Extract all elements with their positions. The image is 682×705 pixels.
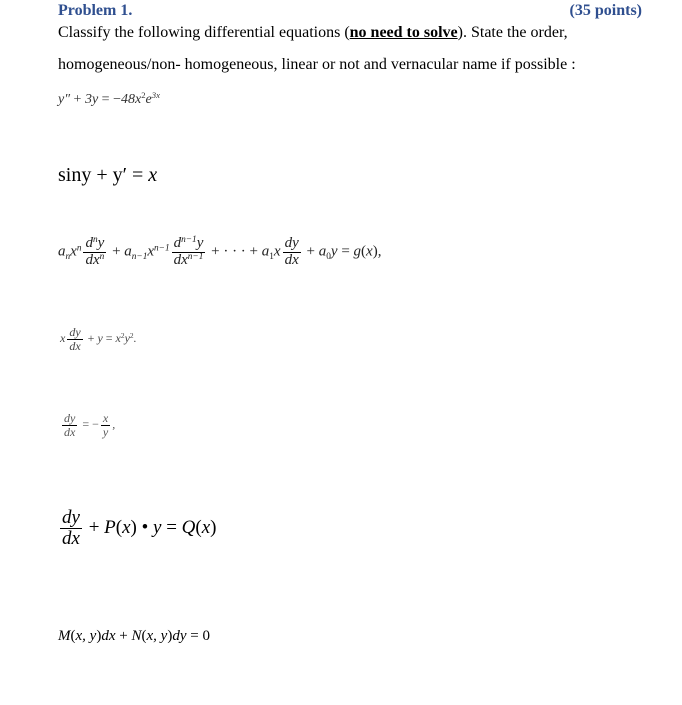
problem-title: Problem 1. [58,2,133,19]
equation-1: $y'' + 3y = -48x^2e^{3x}$ [58,90,160,107]
fraction: $\frac{dy}{dx}$ [62,507,80,549]
instructions-text-b: ). State the order, [457,24,568,41]
equation-4: x $\frac{dy}{dx}$ + $y = x^2y^2$. [60,325,137,353]
fraction: $\frac{d^{n-1}y}{dx^{n-1}}$ [173,234,204,268]
equation-5: $\frac{dy}{dx}$ = − $\frac{x}{y}$ , [64,411,116,439]
equation-7: M(x, y)dx + N(x, y)dy = 0 [58,628,210,644]
instructions-line-1 [58,24,568,42]
fraction: $\frac{d^ny}{dx^n}$ [85,234,105,268]
equation-6: $\frac{dy}{dx}$ + P(x) • y = Q(x) [62,507,217,549]
fraction: $\frac{dy}{dx}$ [284,235,299,268]
equation-2: siny + y′ = x [58,164,158,186]
fraction: $\frac{dy}{dx}$ [69,325,81,353]
fraction: $\frac{x}{y}$ [102,411,109,439]
points-label: (35 points) [569,2,642,19]
instructions-text-a: Classify the following differential equations ( [58,24,350,41]
equation-3: $a_nx^n$ $\frac{d^ny}{dx^n}$ + $a_{n-1}x^{n-1}$ $\frac{d^{n-1}y}{dx^{n-1}}$ + · · · + $a_1x$ $\frac{dy}{dx}$ + $a_0y = g(x)$, [58,234,382,268]
instructions-emphasis: no need to solve [349,24,458,41]
fraction: $\frac{dy}{dx}$ [64,411,76,439]
instructions-line-2: homogeneous/non- homogeneous, linear or not and vernacular name if possible : [58,56,576,73]
